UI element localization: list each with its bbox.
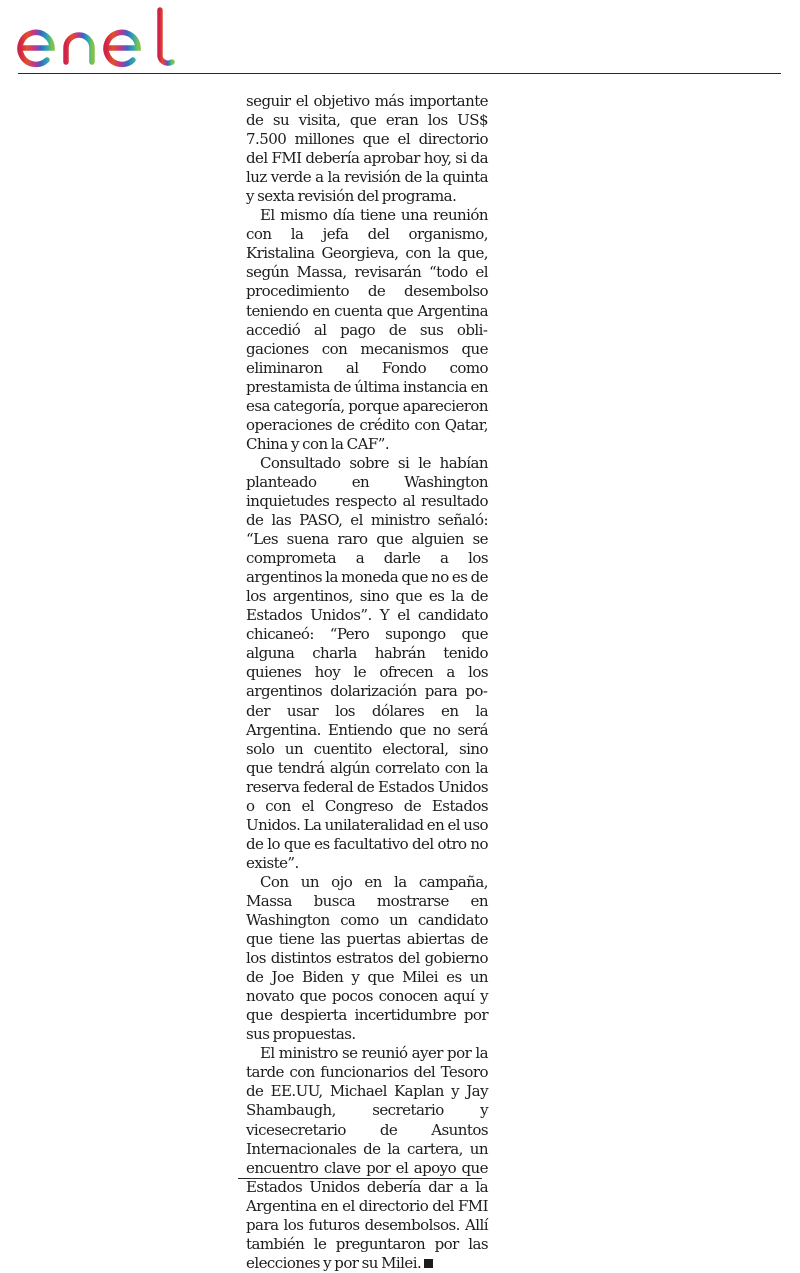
paragraph-3: Consultado sobre si le habían planteado en Washington inquietudes respecto al resultado de las PASO, el ministro señaló: “Les suena raro que alguien se comprometa a darle a los argentinos la moneda que no es de los argentinos, sino que es la de Estados Unidos”. Y el candidato chicaneó: “Pero supongo que alguna charla habrán tenido quienes hoy le ofrecen a los argentinos dolarización para poder usar los dólares en la Argentina. Entiendo que no será solo un cuentito electoral, sino que tendrá algún correlato con la reserva federal de Estados Unidos o con el Congreso de Estados Unidos. La unilateralidad en el uso de lo que es facultativo del otro no existe”.: [246, 453, 488, 872]
paragraph-4: Con un ojo en la campaña, Massa busca mostrarse en Washington como un candidato que tiene las puertas abiertas de los distintos estratos del gobierno de Joe Biden y que Milei es un novato que pocos conocen aquí y que despierta incertidumbre por sus propuestas.: [246, 872, 488, 1044]
enel-logo: [16, 4, 182, 68]
article-column: [246, 92, 488, 1273]
footer-rule: [238, 1178, 482, 1179]
end-of-article-mark: [424, 1259, 433, 1268]
paragraph-2: El mismo día tiene una reunión con la jefa del organismo, Kristalina Georgieva, con la que, según Massa, revisarán “todo el procedimiento de desembolso teniendo en cuenta que Argentina accedió al pago de sus obligaciones con mecanismos que eliminaron al Fondo como prestamista de última instancia en esa categoría, porque aparecieron operaciones de crédito con Qatar, China y con la CAF”.: [246, 206, 488, 453]
paragraph-1: seguir el objetivo más importante de su visita, que eran los US$ 7.500 millones que el directorio del FMI debería aprobar hoy, si da luz verde a la revisión de la quinta y sexta revisión del programa.: [246, 92, 488, 206]
header-rule: [18, 73, 781, 74]
paragraph-5: El ministro se reunió ayer por la tarde con funcionarios del Tesoro de EE.UU, Michael Kaplan y Jay Shambaugh, secretario y vicesecretario de Asuntos Internacionales de la cartera, un encuentro clave por el apoyo que Estados Unidos debería dar a la Argentina en el directorio del FMI para los futuros desembolsos. Allí también le preguntaron por las elecciones y por su Milei.: [246, 1044, 488, 1272]
